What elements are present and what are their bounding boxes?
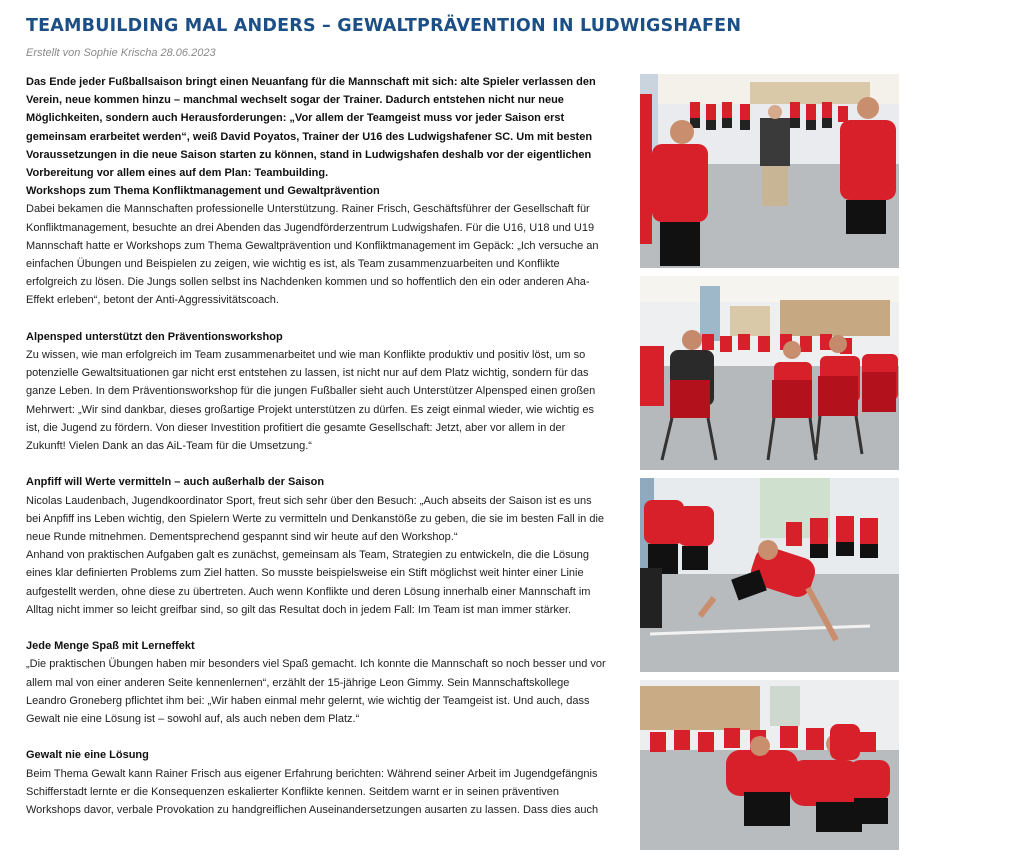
- section-heading: Workshops zum Thema Konfliktmanagement und Gewaltprävention: [26, 185, 380, 198]
- section-heading: Alpensped unterstützt den Präventionsworkshop: [26, 330, 283, 343]
- section-paragraph: „Die praktischen Übungen haben mir besonders viel Spaß gemacht. Ich konnte die Mannschaft so noch besser und vor allem mal von einer anderen Seite kennenlernen“, erzählt der 15-jährige Leon Gimmy. Sein Mannschaftskollege Leandro Groneberg pflichtet ihm bei: „Wir haben einmal mehr gelernt, wie wichtig der Teamgeist ist. Und auch, dass Gewalt nie eine Lösung ist – sowohl auf, als auch neben dem Platz.“: [26, 658, 606, 726]
- section-gewalt: [26, 746, 608, 819]
- article: [26, 0, 1006, 839]
- photo-column: [640, 74, 899, 858]
- article-body: [26, 73, 608, 837]
- section-heading: Gewalt nie eine Lösung: [26, 749, 149, 762]
- section-paragraph: Anhand von praktischen Aufgaben galt es zunächst, gemeinsam als Team, Strategien zu entwickeln, die die Lösung eines klar definierten Problems zum Ziel hatten. So musste beispielsweise ein Stift möglichst weit hinter einer Linie aufgestellt werden, ohne diese zu übertreten. Auch wenn Konflikte und deren Lösung innerhalb einer Mannschaft im Alltag nicht immer so leicht greifbar sind, so gilt das Resultat doch in jedem Fall: Im Team ist man immer stärker.: [26, 549, 591, 616]
- section-paragraph: Zu wissen, wie man erfolgreich im Team zusammenarbeitet und wie man Konflikte produktiv und positiv löst, um so potenzielle Gewaltsituationen gar nicht erst entstehen zu lassen, ist nicht nur auf dem Platz wichtig, sondern für das ganze Leben. In dem Präventionsworkshop für die jungen Fußballer sieht auch Unterstützer Alpensped einen großen Mehrwert: „Wir sind dankbar, dieses großartige Projekt unterstützen zu dürfen. Es zeigt einmal wieder, wie wichtig es ist, die Jugend zu fördern. Von dieser Investition profitiert die gesamte Gesellschaft: Jetzt, aber vor allem in der Zukunft! Vielen Dank an das AiL-Team für die Umsetzung.“: [26, 349, 596, 453]
- section-heading: Anpfiff will Werte vermitteln – auch außerhalb der Saison: [26, 476, 325, 489]
- section-paragraph: Dabei bekamen die Mannschaften professionelle Unterstützung. Rainer Frisch, Geschäftsführer der Gesellschaft für Konfliktmanagement, besuchte an drei Abenden das Jugendförderzentrum Ludwigshafen. Für die U16, U18 und U19 Mannschaft hatte er Workshops zum Thema Gewaltprävention und Konfliktmanagement im Gepäck: „Ich versuche an einfachen Übungen und Beispielen zu zeigen, wie wichtig es ist, als Team zusammenzuarbeiten und Konflikte erfolgreich zu lösen. Die Jungs sollen selbst ins Nachdenken kommen und so hoffentlich den ein oder anderen Aha-Effekt erleben“, betont der Anti-Aggressivitätscoach.: [26, 203, 599, 307]
- team-photo-circle[interactable]: [640, 74, 899, 268]
- section-paragraph: Beim Thema Gewalt kann Rainer Frisch aus eigener Erfahrung berichten: Während seiner Arbeit im Jugendgefängnis Schifferstadt lernte er die Konsequenzen eskalierter Konflikte kennen. Seitdem warnt er in seinen präventiven Workshops davor, verbale Provokation zu handgreiflichen Auseinandersetzungen ausarten zu lassen. Dass dies auch: [26, 767, 599, 817]
- section-heading: Jede Menge Spaß mit Lerneffekt: [26, 640, 195, 653]
- team-photo-seated[interactable]: [640, 276, 899, 470]
- section-konfliktmanagement: [26, 182, 608, 309]
- section-paragraph: Nicolas Laudenbach, Jugendkoordinator Sport, freut sich sehr über den Besuch: „Auch abseits der Saison ist es uns bei Anpfiff ins Leben wichtig, den Spielern Werte zu vermitteln und Denkanstöße zu geben, die sie im besten Fall in die neue Runde mitnehmen. Dementsprechend gespannt sind wir heute auf den Workshop.“: [26, 494, 605, 544]
- section-alpensped: [26, 328, 608, 455]
- section-spass: [26, 637, 608, 728]
- team-photo-exercise[interactable]: [640, 478, 899, 672]
- article-title: TEAMBUILDING MAL ANDERS – GEWALTPRÄVENTION IN LUDWIGSHAFEN: [26, 16, 742, 36]
- article-lead: Das Ende jeder Fußballsaison bringt einen Neuanfang für die Mannschaft mit sich: alte Spieler verlassen den Verein, neue kommen hinzu – manchmal wechselt sogar der Trainer. Dadurch entstehen nicht nur neue Möglichkeiten, sondern auch Herausforderungen: „Vor allem der Teamgeist muss vor jeder Saison erst gemeinsam erarbeitet werden“, weiß David Poyatos, Trainer der U16 des Ludwigshafener SC. Um mit besten Voraussetzungen in die neue Saison starten zu können, stand in Ludwigshafen deshalb vor der eigentlichen Vorbereitung vor allem eines auf dem Plan: Teambuilding.: [26, 76, 596, 180]
- team-photo-huddle[interactable]: [640, 680, 899, 850]
- section-anpfiff: [26, 473, 608, 619]
- article-byline: Erstellt von Sophie Krischa 28.06.2023: [26, 47, 216, 59]
